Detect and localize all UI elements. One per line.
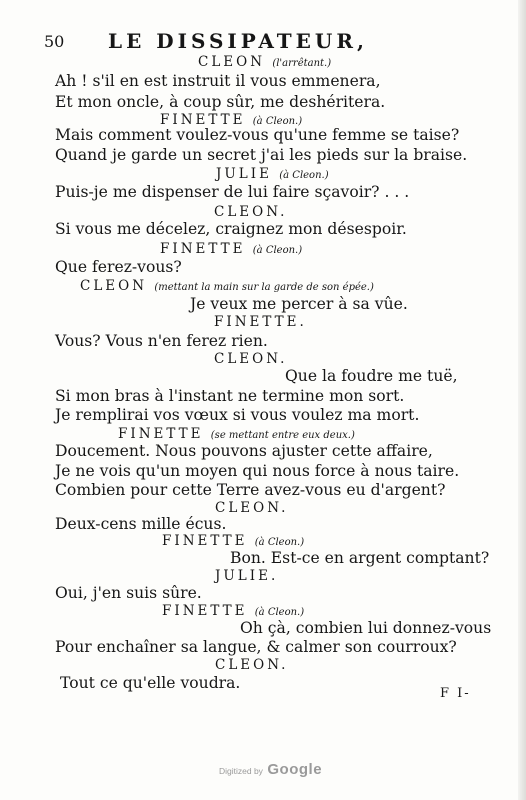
speaker-heading: CLEON (l'arrêtant.) — [198, 54, 332, 70]
verse-line: Oui, j'en suis sûre. — [55, 584, 202, 602]
page-edge — [518, 0, 526, 800]
speaker-heading: FINETTE. — [214, 314, 307, 330]
verse-line: Je remplirai vos vœux si vous voulez ma mort. — [55, 406, 420, 424]
stage-direction: (à Cleon.) — [254, 607, 305, 618]
verse-line: Vous? Vous n'en ferez rien. — [55, 332, 268, 350]
verse-line: Pour enchaîner sa langue, & calmer son courroux? — [55, 638, 457, 656]
google-logo: Google — [267, 761, 323, 778]
verse-line: Bon. Est-ce en argent comptant? — [230, 549, 490, 567]
catchword: F I- — [440, 686, 471, 701]
watermark-prefix: Digitized by — [219, 766, 263, 776]
speaker-heading: CLEON. — [215, 657, 289, 673]
verse-line: Combien pour cette Terre avez-vous eu d'argent? — [55, 481, 446, 499]
verse-line: Deux-cens mille écus. — [55, 515, 227, 533]
verse-line: Si vous me décelez, craignez mon désespoir. — [55, 220, 407, 238]
speaker-heading: FINETTE (à Cleon.) — [160, 241, 303, 257]
verse-line: Si mon bras à l'instant ne termine mon sort. — [55, 387, 405, 405]
speaker-heading: CLEON. — [214, 351, 288, 367]
verse-line: Mais comment voulez-vous qu'une femme se taise? — [55, 126, 460, 144]
speaker-heading: CLEON. — [215, 500, 289, 516]
speaker-heading: CLEON (mettant la main sur la garde de son épée.) — [80, 278, 374, 294]
page-number: 50 — [44, 32, 65, 51]
running-title: LE DISSIPATEUR, — [108, 29, 368, 53]
verse-line: Quand je garde un secret j'ai les pieds sur la braise. — [55, 146, 468, 164]
verse-line: Puis-je me dispenser de lui faire sçavoir? . . . — [55, 183, 410, 201]
verse-line: Je veux me percer à sa vûe. — [190, 295, 408, 313]
stage-direction: (à Cleon.) — [252, 245, 303, 256]
stage-direction: (à Cleon.) — [279, 170, 329, 181]
speaker-heading: FINETTE (se mettant entre eux deux.) — [118, 426, 355, 442]
verse-line: Que ferez-vous? — [55, 258, 182, 276]
speaker-heading: JULIE. — [215, 568, 279, 584]
speaker-heading: JULIE (à Cleon.) — [216, 166, 329, 182]
verse-line: Doucement. Nous pouvons ajuster cette affaire, — [55, 442, 433, 460]
speaker-heading: FINETTE (à Cleon.) — [162, 533, 305, 549]
stage-direction: (à Cleon.) — [254, 537, 305, 548]
digitized-watermark — [219, 762, 322, 778]
stage-direction: (l'arrêtant.) — [272, 58, 332, 69]
speaker-heading: FINETTE (à Cleon.) — [162, 603, 305, 619]
verse-line: Ah ! s'il en est instruit il vous emmenera, — [55, 72, 381, 90]
verse-line: Je ne vois qu'un moyen qui nous force à nous taire. — [55, 462, 460, 480]
verse-line: Et mon oncle, à coup sûr, me deshéritera. — [55, 93, 386, 111]
verse-line: Oh çà, combien lui donnez-vous — [240, 619, 492, 637]
stage-direction: (à Cleon.) — [252, 116, 303, 127]
speaker-heading: CLEON. — [214, 204, 288, 220]
verse-line: Tout ce qu'elle voudra. — [60, 674, 241, 692]
verse-line: Que la foudre me tuë, — [285, 367, 458, 385]
stage-direction: (mettant la main sur la garde de son épée.) — [154, 282, 374, 293]
speaker-heading: FINETTE (à Cleon.) — [160, 112, 303, 128]
stage-direction: (se mettant entre eux deux.) — [210, 430, 355, 441]
